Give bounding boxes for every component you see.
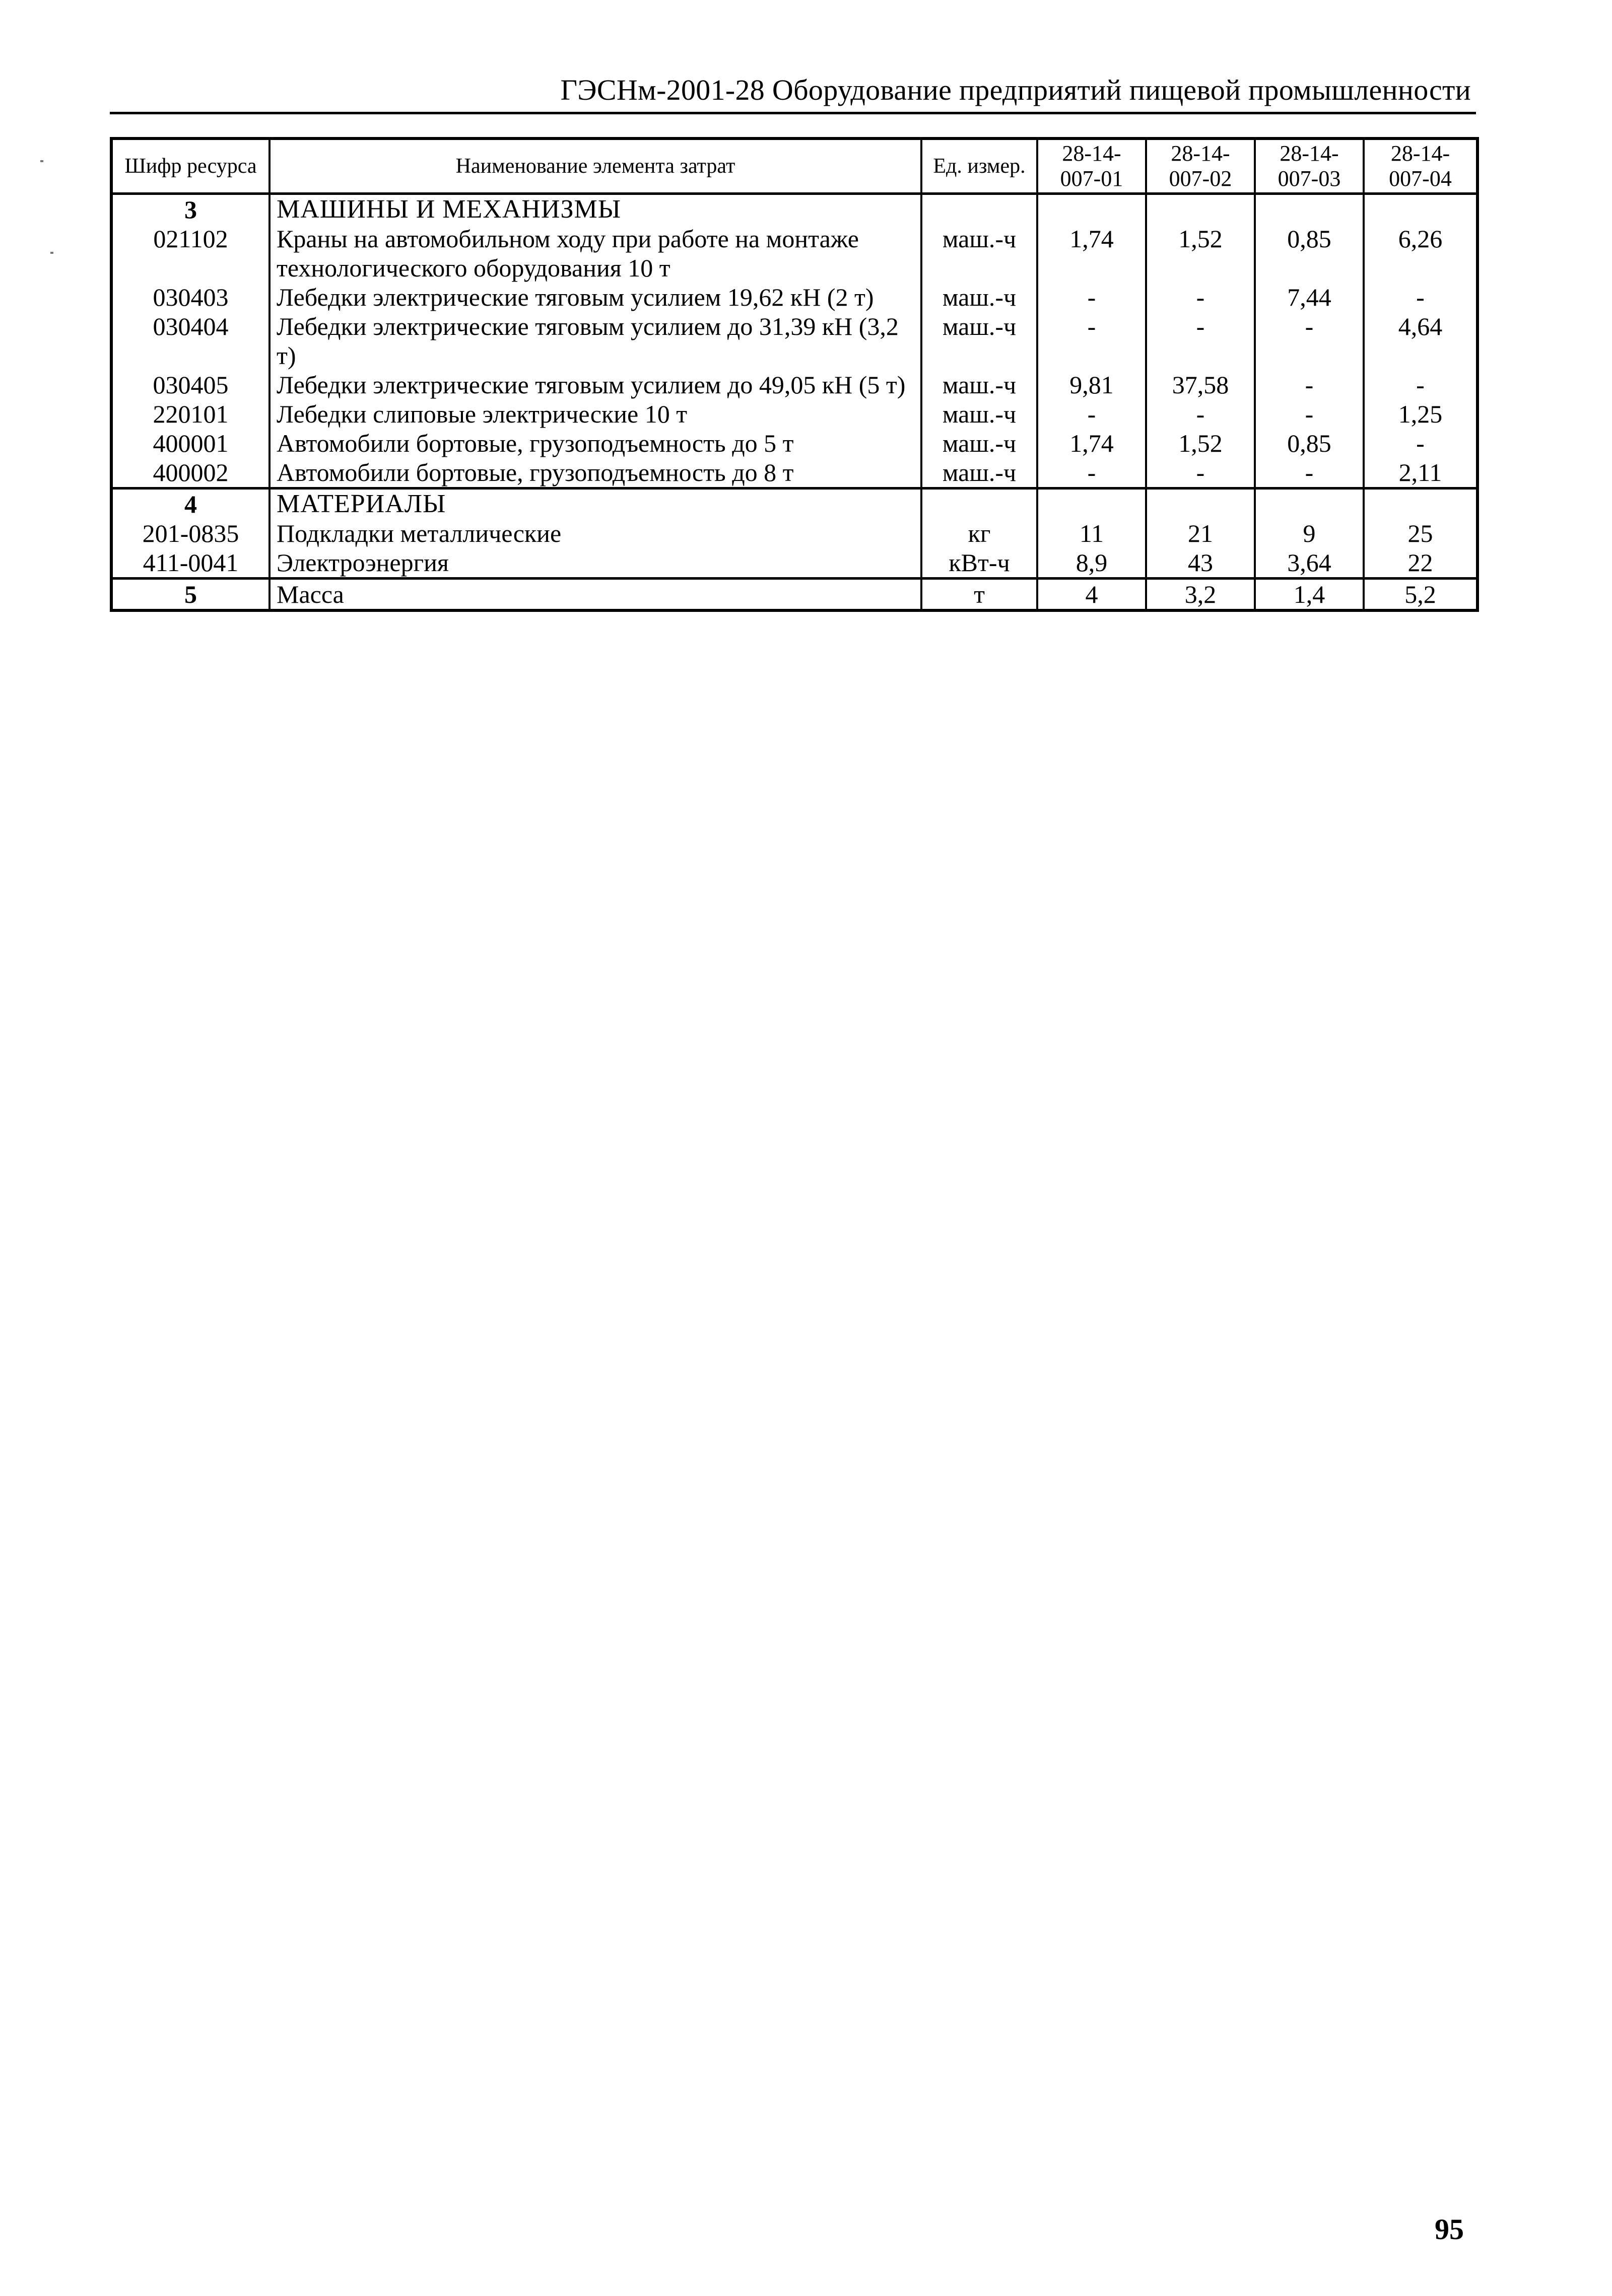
value-28-14-007-03: - [1255, 399, 1364, 429]
value-28-14-007-02: - [1146, 458, 1255, 489]
value-28-14-007-04: 6,26 [1364, 224, 1477, 283]
column-header-28-14-007-01: 28-14-007-01 [1037, 138, 1146, 194]
resource-code: 220101 [111, 399, 270, 429]
resource-unit: маш.-ч [921, 283, 1037, 312]
table-row [111, 370, 1477, 399]
resource-code: 400002 [111, 458, 270, 489]
column-header-name: Наименование элемента затрат [270, 138, 921, 194]
table-row [111, 548, 1477, 579]
value-28-14-007-02: 1,52 [1146, 429, 1255, 458]
value-28-14-007-01: - [1037, 399, 1146, 429]
resource-name: Масса [270, 579, 921, 611]
value-28-14-007-01: 11 [1037, 519, 1146, 548]
resource-name: Подкладки металлические [270, 519, 921, 548]
value-28-14-007-02: - [1146, 283, 1255, 312]
value-28-14-007-04: - [1364, 283, 1477, 312]
scan-dust-mark [40, 160, 43, 162]
value-28-14-007-03: - [1255, 370, 1364, 399]
value-28-14-007-04: - [1364, 429, 1477, 458]
resource-cost-table [110, 137, 1479, 612]
resource-unit: маш.-ч [921, 370, 1037, 399]
resource-code: 030404 [111, 312, 270, 370]
value-28-14-007-02: 1,52 [1146, 224, 1255, 283]
value-28-14-007-03: 0,85 [1255, 224, 1364, 283]
value-28-14-007-01: 1,74 [1037, 224, 1146, 283]
value-28-14-007-04: 25 [1364, 519, 1477, 548]
value-28-14-007-03: 9 [1255, 519, 1364, 548]
mass-row [111, 579, 1477, 611]
resource-unit: т [921, 579, 1037, 611]
value-28-14-007-03: 1,4 [1255, 579, 1364, 611]
page-number: 95 [1435, 2213, 1464, 2246]
value-28-14-007-04: 1,25 [1364, 399, 1477, 429]
value-28-14-007-01: - [1037, 312, 1146, 370]
value-28-14-007-03: - [1255, 312, 1364, 370]
column-header-28-14-007-03: 28-14-007-03 [1255, 138, 1364, 194]
section-code: 4 [111, 489, 270, 519]
resource-unit: маш.-ч [921, 399, 1037, 429]
value-28-14-007-02: - [1146, 399, 1255, 429]
resource-name: Лебедки электрические тяговым усилием 19,62 кН (2 т) [270, 283, 921, 312]
resource-code: 030403 [111, 283, 270, 312]
table-row [111, 429, 1477, 458]
scan-dust-mark [50, 252, 53, 254]
resource-code: 400001 [111, 429, 270, 458]
value-28-14-007-02: - [1146, 312, 1255, 370]
header-rule [110, 112, 1476, 114]
value-28-14-007-01: 4 [1037, 579, 1146, 611]
section-title: МАТЕРИАЛЫ [270, 489, 921, 519]
value-28-14-007-03: 0,85 [1255, 429, 1364, 458]
value-28-14-007-01: - [1037, 458, 1146, 489]
value-28-14-007-02: 37,58 [1146, 370, 1255, 399]
column-header-28-14-007-04: 28-14-007-04 [1364, 138, 1477, 194]
value-28-14-007-04: 22 [1364, 548, 1477, 579]
column-header-28-14-007-02: 28-14-007-02 [1146, 138, 1255, 194]
value-28-14-007-04: 4,64 [1364, 312, 1477, 370]
resource-name: Краны на автомобильном ходу при работе на монтаже технологического оборудования 10 т [270, 224, 921, 283]
value-28-14-007-03: 3,64 [1255, 548, 1364, 579]
resource-name: Автомобили бортовые, грузоподъемность до 5 т [270, 429, 921, 458]
value-28-14-007-01: 1,74 [1037, 429, 1146, 458]
section-header-row [111, 194, 1477, 225]
resource-unit: маш.-ч [921, 312, 1037, 370]
resource-unit: кВт-ч [921, 548, 1037, 579]
value-28-14-007-01: 8,9 [1037, 548, 1146, 579]
section-code: 3 [111, 194, 270, 225]
resource-name: Лебедки слиповые электрические 10 т [270, 399, 921, 429]
resource-code: 201-0835 [111, 519, 270, 548]
table-row [111, 312, 1477, 370]
value-28-14-007-02: 21 [1146, 519, 1255, 548]
resource-code: 411-0041 [111, 548, 270, 579]
section-header-row [111, 489, 1477, 519]
value-28-14-007-04: - [1364, 370, 1477, 399]
column-header-code: Шифр ресурса [111, 138, 270, 194]
value-28-14-007-01: - [1037, 283, 1146, 312]
section-code: 5 [111, 579, 270, 611]
value-28-14-007-02: 3,2 [1146, 579, 1255, 611]
value-28-14-007-01: 9,81 [1037, 370, 1146, 399]
table-row [111, 458, 1477, 489]
value-28-14-007-04: 2,11 [1364, 458, 1477, 489]
resource-unit: маш.-ч [921, 458, 1037, 489]
table-row [111, 224, 1477, 283]
resource-unit: кг [921, 519, 1037, 548]
resource-code: 021102 [111, 224, 270, 283]
section-title: МАШИНЫ И МЕХАНИЗМЫ [270, 194, 921, 225]
value-28-14-007-04: 5,2 [1364, 579, 1477, 611]
table-header-row [111, 138, 1477, 194]
column-header-unit: Ед. измер. [921, 138, 1037, 194]
table-row [111, 283, 1477, 312]
value-28-14-007-03: 7,44 [1255, 283, 1364, 312]
resource-unit: маш.-ч [921, 224, 1037, 283]
resource-code: 030405 [111, 370, 270, 399]
page-header-title: ГЭСНм-2001-28 Оборудование предприятий пищевой промышленности [560, 74, 1471, 106]
value-28-14-007-02: 43 [1146, 548, 1255, 579]
table-row [111, 399, 1477, 429]
resource-name: Лебедки электрические тяговым усилием до 49,05 кН (5 т) [270, 370, 921, 399]
resource-name: Электроэнергия [270, 548, 921, 579]
resource-name: Лебедки электрические тяговым усилием до 31,39 кН (3,2 т) [270, 312, 921, 370]
resource-name: Автомобили бортовые, грузоподъемность до 8 т [270, 458, 921, 489]
table-row [111, 519, 1477, 548]
resource-unit: маш.-ч [921, 429, 1037, 458]
value-28-14-007-03: - [1255, 458, 1364, 489]
